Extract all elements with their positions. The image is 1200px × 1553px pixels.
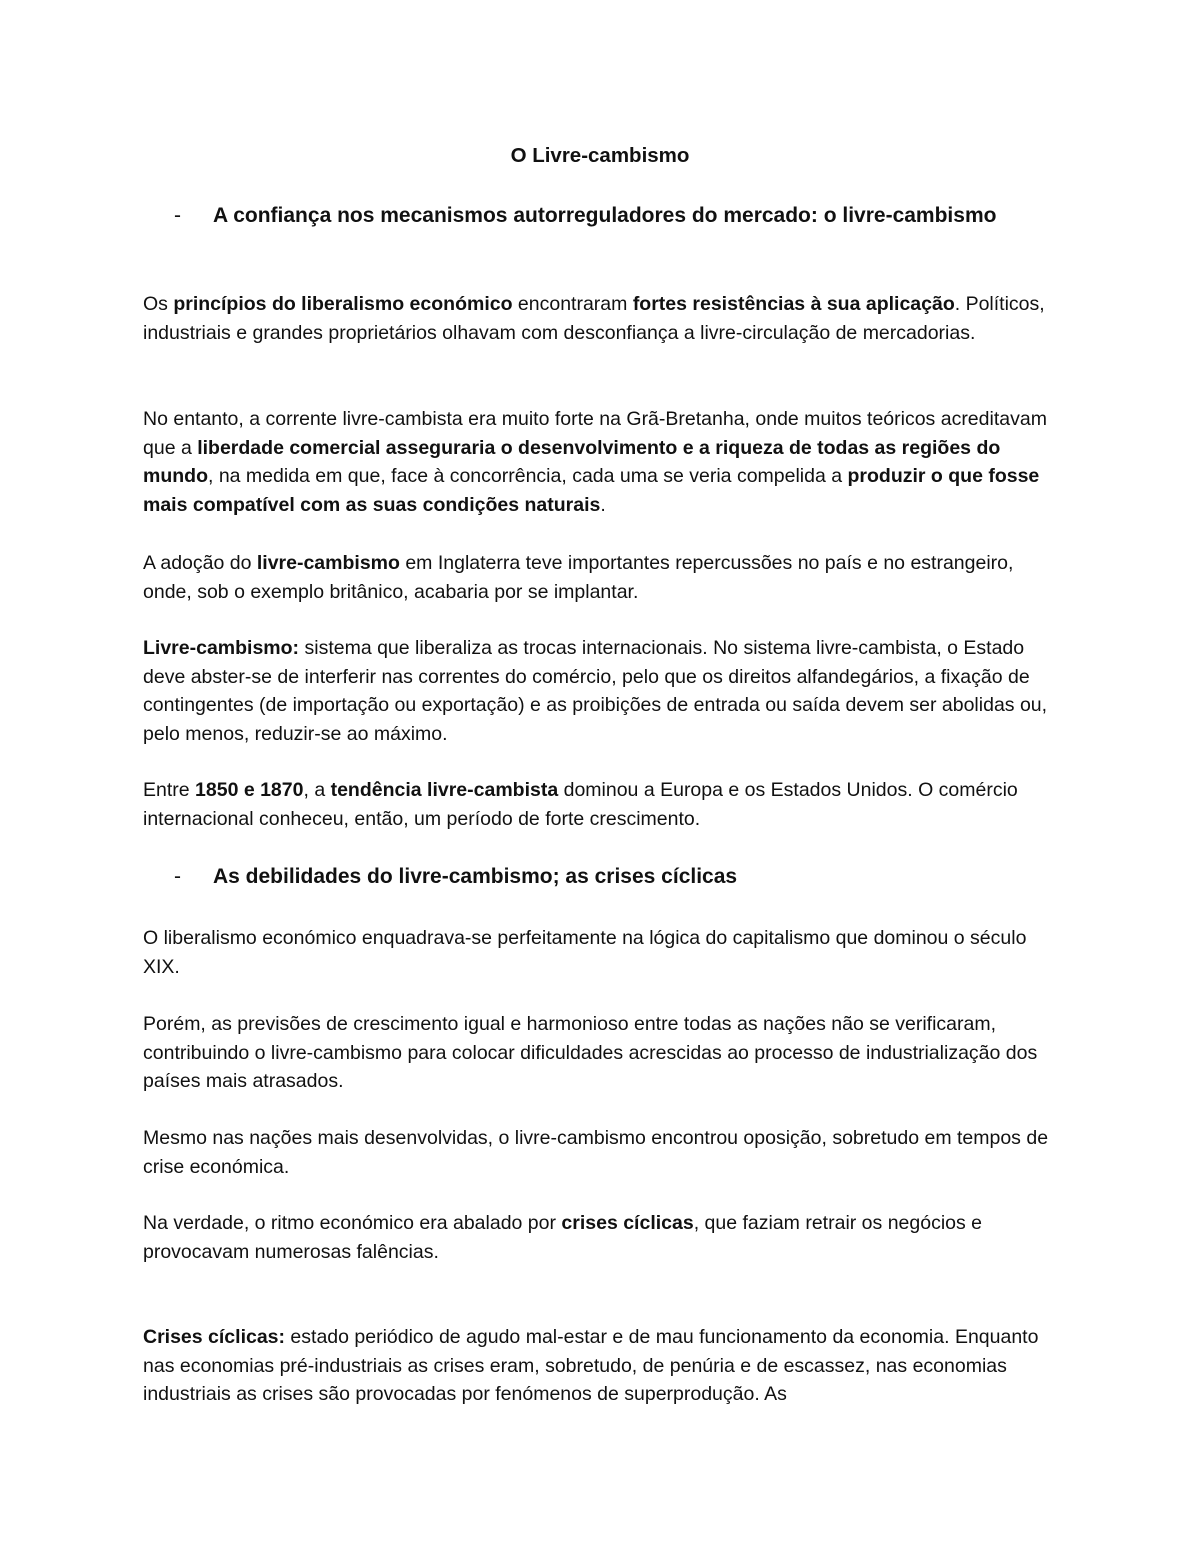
definition-paragraph bbox=[143, 1323, 1058, 1409]
text-run: , na medida em que, face à concorrência, cada uma se veria compelida a bbox=[207, 465, 848, 487]
bold-text-run: livre-cambismo bbox=[256, 552, 400, 574]
text-run: estado periódico de agudo mal-estar e de mau funcionamento da economia. Enquanto nas economias pré-industriais as crises eram, sobretudo, de penúria e de escassez, nas economias industriais as crises são provocadas por fenómenos de superprodução. As bbox=[143, 1326, 1039, 1405]
paragraph bbox=[143, 405, 1058, 519]
bold-text-run: Livre-cambismo: bbox=[143, 637, 300, 659]
text-run: , que faziam retrair os negócios e provocavam numerosas falências. bbox=[143, 1212, 983, 1263]
bold-text-run: crises cíclicas bbox=[561, 1212, 694, 1234]
text-run: . bbox=[600, 493, 606, 516]
paragraph bbox=[143, 1209, 1058, 1266]
section-heading-1 bbox=[174, 201, 1054, 231]
text-run: Porém, as previsões de crescimento igual e harmonioso entre todas as nações não se verificaram, contribuindo o livre-cambismo para colocar dificuldades acrescidas ao processo de industrialização dos países mais atrasados. bbox=[143, 1013, 1038, 1092]
heading-text: As debilidades do livre-cambismo; as crises cíclicas bbox=[213, 865, 738, 888]
document-title: O Livre-cambismo bbox=[510, 144, 690, 167]
text-run: sistema que liberaliza as trocas internacionais. No sistema livre-cambista, o Estado deve abster-se de interferir nas correntes do comércio, pelo que os direitos alfandegários, a fixação de contingentes (de importação ou exportação) e as proibições de entrada ou saída devem ser abolidas ou, pelo menos, reduzir-se ao máximo. bbox=[143, 637, 1048, 745]
heading-dash: - bbox=[174, 204, 181, 227]
heading-text: A confiança nos mecanismos autorreguladores do mercado: o livre-cambismo bbox=[213, 204, 997, 227]
text-run: encontraram bbox=[512, 293, 633, 315]
text-run: , a bbox=[303, 779, 331, 801]
text-run: Na verdade, o ritmo económico era abalado por bbox=[143, 1212, 562, 1234]
paragraph bbox=[143, 776, 1058, 833]
definition-paragraph bbox=[143, 634, 1058, 748]
paragraph bbox=[143, 1010, 1058, 1096]
text-run: Entre bbox=[143, 779, 196, 801]
bold-text-run: Crises cíclicas: bbox=[143, 1326, 286, 1348]
text-run: . Políticos, industriais e grandes proprietários olhavam com desconfiança a livre-circulação de mercadorias. bbox=[143, 293, 1045, 344]
bold-text-run: liberdade comercial asseguraria o desenvolvimento e a riqueza de todas as regiões do mundo bbox=[143, 436, 1001, 487]
paragraph bbox=[143, 549, 1058, 606]
bold-text-run: princípios do liberalismo económico bbox=[173, 293, 513, 315]
text-run: dominou a Europa e os Estados Unidos. O comércio internacional conheceu, então, um período de forte crescimento. bbox=[143, 779, 1018, 830]
text-run: O liberalismo económico enquadrava-se perfeitamente na lógica do capitalismo que dominou o século XIX. bbox=[143, 927, 1027, 978]
text-run: Mesmo nas nações mais desenvolvidas, o livre-cambismo encontrou oposição, sobretudo em tempos de crise económica. bbox=[143, 1127, 1049, 1178]
section-heading-2 bbox=[174, 862, 1054, 892]
bold-text-run: produzir o que fosse mais compatível com as suas condições naturais bbox=[143, 465, 1040, 516]
text-run: em Inglaterra teve importantes repercussões no país e no estrangeiro, onde, sob o exemplo britânico, acabaria por se implantar. bbox=[143, 552, 1014, 603]
paragraph bbox=[143, 924, 1058, 981]
bold-text-run: 1850 e 1870 bbox=[195, 779, 304, 801]
bold-text-run: fortes resistências à sua aplicação bbox=[632, 293, 955, 315]
text-run: No entanto, a corrente livre-cambista era muito forte na Grã-Bretanha, onde muitos teóricos acreditavam que a bbox=[143, 408, 1047, 459]
paragraph bbox=[143, 1124, 1058, 1181]
heading-dash: - bbox=[174, 865, 181, 888]
text-run: Os bbox=[143, 293, 174, 315]
bold-text-run: tendência livre-cambista bbox=[330, 779, 559, 801]
paragraph bbox=[143, 290, 1058, 347]
text-run: A adoção do bbox=[143, 552, 257, 574]
